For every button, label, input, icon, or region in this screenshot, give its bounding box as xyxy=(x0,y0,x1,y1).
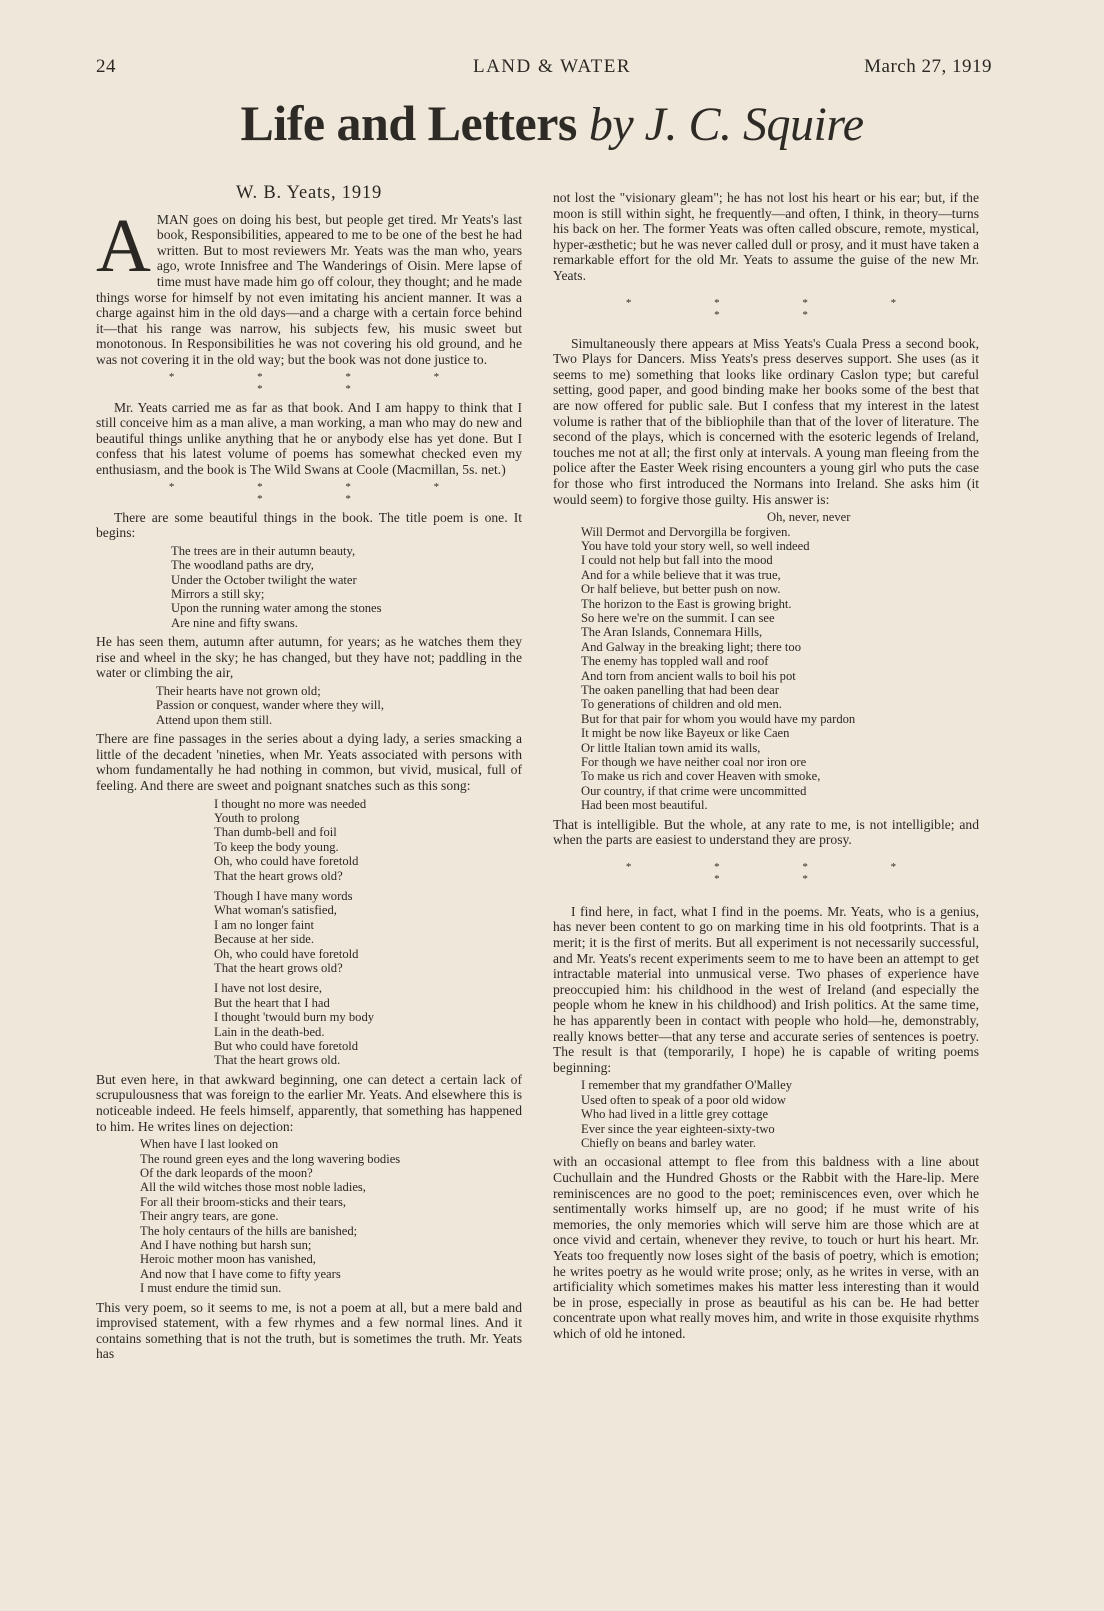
paragraph: I find here, in fact, what I find in the poems. Mr. Yeats, who is a genius, has never been content to go on marking time in his old footprints. That is a merit; it is the first of merits. But all experiment is not necessarily successful, and Mr. Yeats's recent experiments seem to me to have been an attempt to get intractable material into unmusical verse. Two phases of experience have preoccupied him: his childhood in the west of Ireland (and especially the people whom he knew in his childhood) and Irish politics. At the same time, he has apparently been in contact with people who hold—he, demonstrably, really knows better—that any terse and accurate series of sentences is poetry. The result is that (temporarily, I hope) he is capable of writing poems beginning: xyxy=(553,903,979,1075)
verse-line: I could not help but fall into the mood xyxy=(581,553,773,568)
verse-line: I am no longer faint xyxy=(214,917,315,932)
verse-line: The woodland paths are dry, xyxy=(171,558,314,573)
paragraph: not lost the "visionary gleam"; he has not lost his heart or his ear; but, if the moon is still within sight, he frequently—and often, I think, in theory—turns his back on her. The former Yeats was often called obscure, remote, mystical, hyper-æsthetic; but he was never called dull or prosy, and it must have taken a remarkable effort for the old Mr. Yeats to assume the guise of the new Mr. Yeats. xyxy=(553,190,979,283)
paragraph: He has seen them, autumn after autumn, for years; as he watches them they rise and wheel in the sky; he has changed, but they have not; paddling in the water or climbing the air, xyxy=(96,634,522,681)
verse-line: Under the October twilight the water xyxy=(171,572,357,587)
section-divider: * * * * * * xyxy=(625,860,937,885)
paragraph: AMAN goes on doing his best, but people get tired. Mr Yeats's last book, Responsibilities, appeared to me to be one of the best he had written. But to most reviewers Mr. Yeats was the man who, years ago, wrote Innisfree and The Wanderings of Oisin. Mere lapse of time must have made him go off colour, they thought; and he made things worse for himself by not even imitating his ancient manner. It was a charge against him in the old days—and a charge with a certain force behind it—that his range was narrow, his subjects few, his music sweet but monotonous. In Responsibilities he was not covering his old ground, and he was not covering it in the old way; but the book was not done justice to. xyxy=(96,203,522,367)
stanza xyxy=(214,981,522,1067)
left-column xyxy=(96,183,522,1362)
verse-line: So here we're on the summit. I can see xyxy=(581,610,775,625)
paragraph: Simultaneously there appears at Miss Yeats's Cuala Press a second book, Two Plays for Dancers. Miss Yeats's press deserves support. She uses (as it seems to me) something that looks like ordinary Caslon type; but careful setting, good paper, and good binding make her books some of the best that are now offered for public sale. But I confess that my interest in the latest volume is rather that of the bibliophile than that of the lover of literature. The second of the plays, which is concerned with the esoteric legends of Ireland, touches me not at all; the first only at intervals. A young man fleeing from the police after the Easter Week rising encounters a young girl who puts the case for those who first introduced the Normans into Ireland. She asks him (it would seem) to forgive those guilty. His answer is: xyxy=(553,335,979,507)
verse-line: All the wild witches those most noble ladies, xyxy=(140,1180,366,1195)
publication-name: LAND & WATER xyxy=(472,56,632,77)
article-title xyxy=(0,94,1104,152)
verse-line: I thought no more was needed xyxy=(214,796,367,811)
section-divider: * * * * * * xyxy=(625,296,937,321)
verse-line: Oh, never, never xyxy=(767,510,851,525)
verse-line: But the heart that I had xyxy=(214,995,330,1010)
right-column xyxy=(553,190,979,1342)
verse-line: Than dumb-bell and foil xyxy=(214,825,337,840)
title-main: Life and Letters xyxy=(240,95,577,151)
drop-cap: A xyxy=(96,203,151,288)
verse-line: Of the dark leopards of the moon? xyxy=(140,1166,313,1180)
verse-line: Are nine and fifty swans. xyxy=(171,615,298,630)
page-number: 24 xyxy=(96,56,116,77)
verse-line: The oaken panelling that had been dear xyxy=(581,682,779,697)
paragraph: Mr. Yeats carried me as far as that book. And I am happy to think that I still conceive him as a man alive, a man working, a man who may do new and beautiful things unlike anything that he or anybody else has yet done. But I confess that his latest volume of poems has somewhat checked even my enthusiasm, and the book is The Wild Swans at Coole (Macmillan, 5s. net.) xyxy=(96,399,522,477)
subheading: W. B. Yeats, 1919 xyxy=(235,183,383,203)
verse-line: Youth to prolong xyxy=(214,810,300,825)
verse-line: The round green eyes and the long wavering bodies xyxy=(140,1151,401,1166)
verse-line: The Aran Islands, Connemara Hills, xyxy=(581,625,763,640)
stanza xyxy=(214,797,522,883)
verse-line: Because at her side. xyxy=(214,932,315,947)
verse-line: But who could have foretold xyxy=(214,1039,359,1053)
verse-line: Attend upon them still. xyxy=(156,712,273,727)
verse-line: Lain in the death-bed. xyxy=(214,1024,325,1039)
verse-line: To keep the body young. xyxy=(214,839,339,854)
verse-block xyxy=(96,684,522,727)
verse-line: When have I last looked on xyxy=(140,1137,279,1152)
verse-line: The horizon to the East is growing bright. xyxy=(581,596,792,611)
verse-line: That the heart grows old? xyxy=(214,868,343,883)
verse-line: You have told your story well, so well indeed xyxy=(581,538,810,553)
verse-block xyxy=(553,1078,979,1150)
verse-line: To make us rich and cover Heaven with smoke, xyxy=(581,769,821,784)
verse-line: The trees are in their autumn beauty, xyxy=(171,543,356,558)
verse-line: The enemy has toppled wall and roof xyxy=(581,654,769,669)
paragraph: That is intelligible. But the whole, at any rate to me, is not intelligible; and when the parts are easiest to understand they are prosy. xyxy=(553,816,979,848)
verse-block xyxy=(96,544,522,630)
verse-line: Or little Italian town amid its walls, xyxy=(581,740,761,755)
verse-line: That the heart grows old. xyxy=(214,1053,341,1068)
byline: by J. C. Squire xyxy=(588,98,864,151)
verse-line: Our country, if that crime were uncommitted xyxy=(581,783,807,798)
verse-line: It might be now like Bayeux or like Caen xyxy=(581,726,790,741)
verse-line: And Galway in the breaking light; there too xyxy=(581,639,801,654)
verse-line: For though we have neither coal nor iron ore xyxy=(581,755,807,769)
verse-line: For all their broom-sticks and their tears, xyxy=(140,1194,346,1209)
paragraph: There are some beautiful things in the book. The title poem is one. It begins: xyxy=(96,509,522,541)
verse-block xyxy=(96,1137,522,1295)
verse-line: That the heart grows old? xyxy=(214,960,343,975)
verse-line: Oh, who could have foretold xyxy=(214,946,359,961)
issue-date: March 27, 1919 xyxy=(864,56,992,77)
verse-line: Their angry tears, are gone. xyxy=(140,1209,279,1224)
verse-line: Or half believe, but better push on now. xyxy=(581,582,781,597)
verse-line: Oh, who could have foretold xyxy=(214,854,359,869)
verse-line: Chiefly on beans and barley water. xyxy=(581,1135,756,1150)
verse-line: Heroic mother moon has vanished, xyxy=(140,1252,316,1267)
verse-block xyxy=(96,797,522,1068)
verse-line: Though I have many words xyxy=(214,888,353,903)
verse-line: And torn from ancient walls to boil his pot xyxy=(581,668,796,683)
verse-line: And now that I have come to fifty years xyxy=(140,1266,341,1281)
verse-line: Mirrors a still sky; xyxy=(171,586,265,601)
verse-line: I have not lost desire, xyxy=(214,981,323,996)
verse-line: Had been most beautiful. xyxy=(581,798,708,813)
section-divider: * * * * * * xyxy=(168,370,480,395)
verse-line: To generations of children and old men. xyxy=(581,697,782,712)
verse-line: And I have nothing but harsh sun; xyxy=(140,1238,312,1253)
verse-line: What woman's satisfied, xyxy=(214,903,337,918)
verse-line: Who had lived in a little grey cottage xyxy=(581,1107,769,1122)
section-divider: * * * * * * xyxy=(168,480,480,505)
verse-line: And for a while believe that it was true, xyxy=(581,567,781,582)
verse-line: Will Dermot and Dervorgilla be forgiven. xyxy=(581,524,791,539)
verse-line: I must endure the timid sun. xyxy=(140,1281,282,1296)
verse-line: Upon the running water among the stones xyxy=(171,601,382,616)
verse-line: I thought 'twould burn my body xyxy=(214,1010,375,1025)
verse-line: Their hearts have not grown old; xyxy=(156,683,321,698)
paragraph: with an occasional attempt to flee from this baldness with a line about Cuchullain and the Hundred Ghosts or the Rabbit with the Hare-lip. Mere reminiscences are no good to the poet; reminiscences even, over which he sentimentally works himself up, are no good; if he must write of his memories, the only memories which will serve him are those which are at once vivid and certain, whenever they revive, to touch or hurt his heart. Mr. Yeats too frequently now loses sight of the basis of poetry, which is emotion; he writes poetry as he would write prose; only, as he writes in verse, with an artificiality which sometimes makes his matter less interesting than it would be in prose, especially in prose as beautiful as his can be. He had better concentrate upon what really moves him, and write in those exquisite rhythms which of old he intoned. xyxy=(553,1154,979,1341)
verse-line: Used often to speak of a poor old widow xyxy=(581,1092,786,1107)
verse-line: I remember that my grandfather O'Malley xyxy=(581,1078,793,1093)
verse-line: The holy centaurs of the hills are banished; xyxy=(140,1223,358,1238)
stanza xyxy=(214,889,522,975)
paragraph: This very poem, so it seems to me, is not a poem at all, but a mere bald and improvised statement, with a few rhymes and a few normal lines. And it contains something that is not the truth, but is sometimes the truth. Mr. Yeats has xyxy=(96,1299,522,1362)
verse-block xyxy=(553,510,979,813)
verse-line: Ever since the year eighteen-sixty-two xyxy=(581,1121,775,1136)
paragraph: But even here, in that awkward beginning, one can detect a certain lack of scrupulousness that was foreign to the earlier Mr. Yeats. And elsewhere this is noticeable indeed. He feels himself, apparently, that something has happened to him. He writes lines on dejection: xyxy=(96,1071,522,1134)
verse-line: Passion or conquest, wander where they will, xyxy=(156,698,385,713)
verse-line: But for that pair for whom you would have my pardon xyxy=(581,711,856,726)
paragraph: There are fine passages in the series about a dying lady, a series smacking a little of the decadent 'nineties, when Mr. Yeats associated with persons with whom fundamentally he had nothing in common, but vivid, musical, full of feeling. And there are sweet and poignant snatches such as this song: xyxy=(96,731,522,793)
